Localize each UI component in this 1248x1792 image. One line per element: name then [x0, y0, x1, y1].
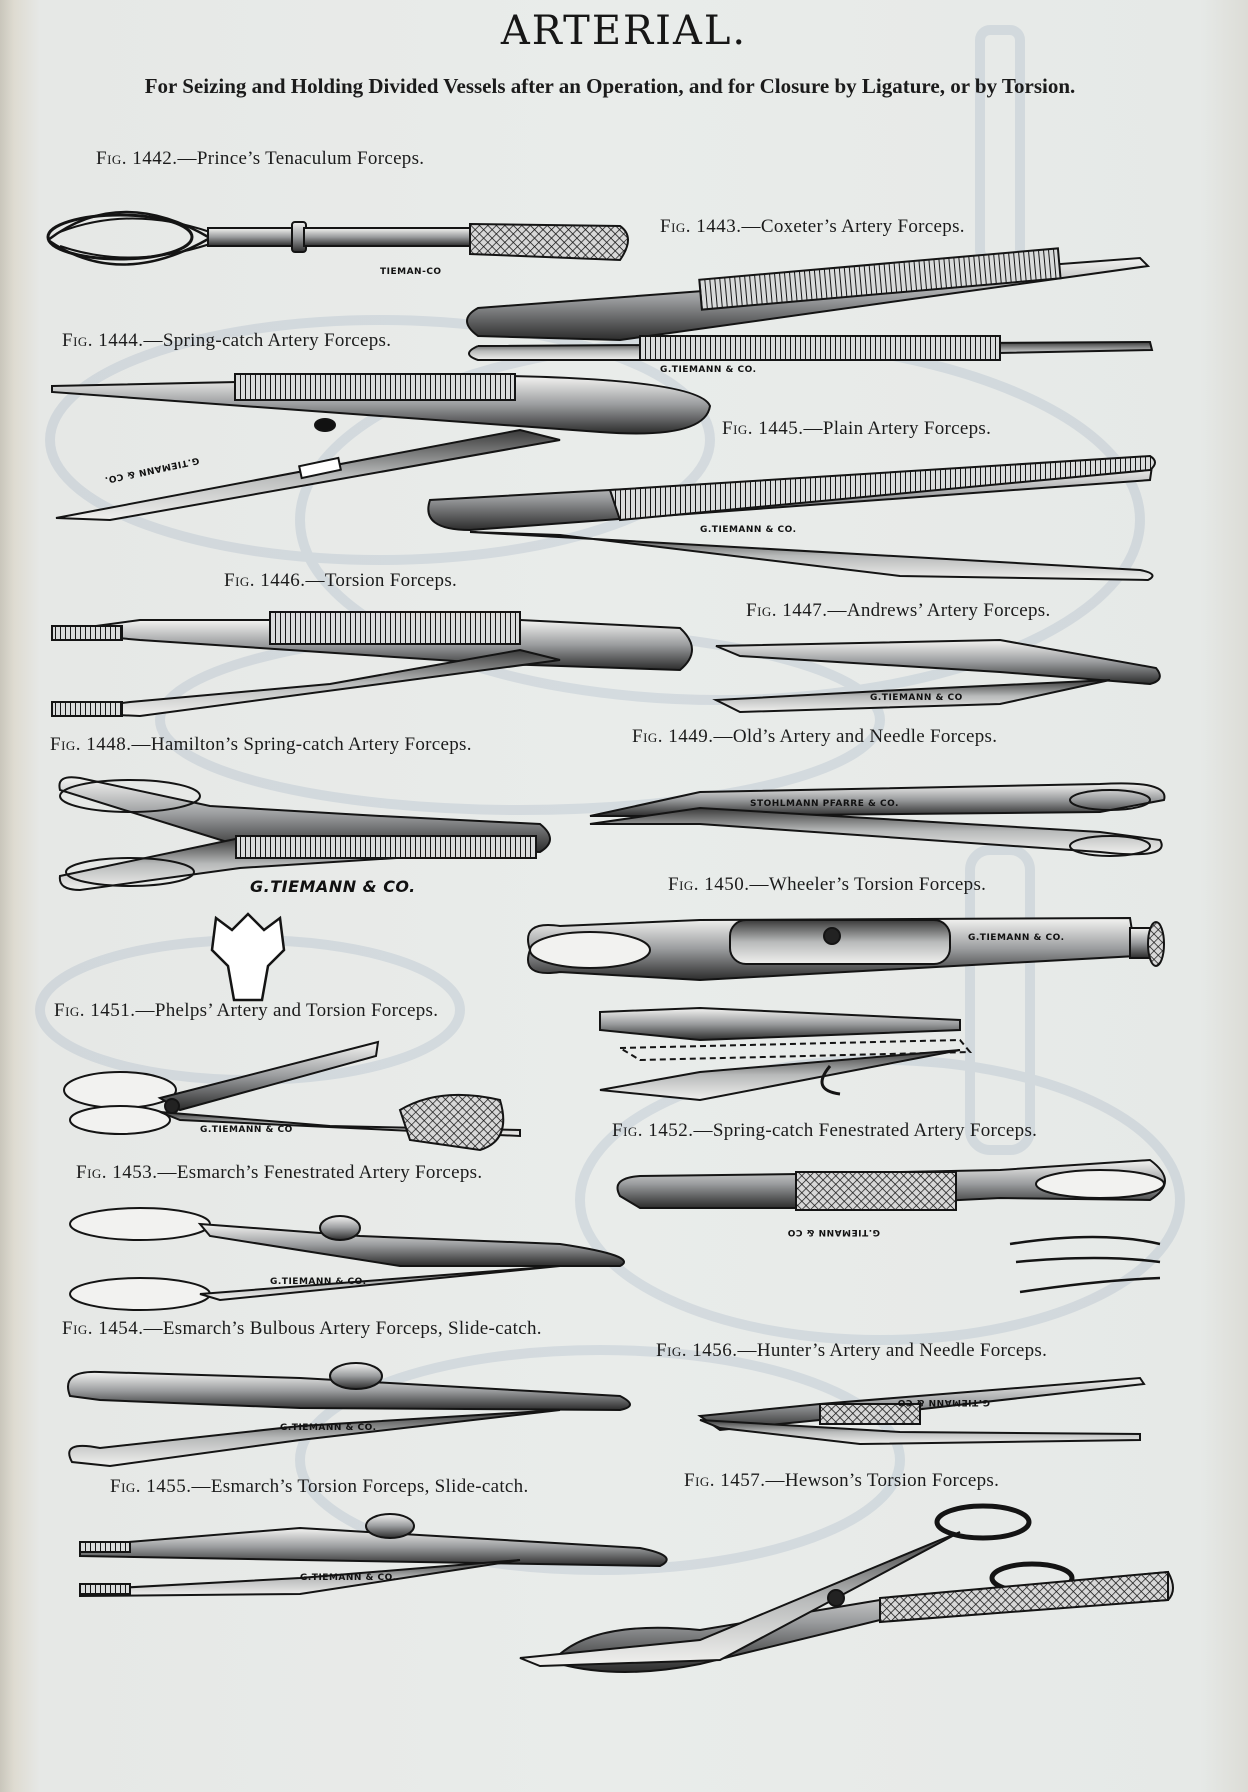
fig-number: Fig. 1446. [224, 570, 306, 591]
fig-name: —Andrews’ Artery Forceps. [827, 600, 1051, 621]
fig-name: —Hamilton’s Spring-catch Artery Forceps. [131, 734, 472, 755]
fig-1443-instrument [467, 248, 1152, 375]
page-subtitle: For Seizing and Holding Divided Vessels after an Operation, and for Closure by Ligature, or by Torsion. [144, 74, 1076, 98]
svg-text:TIEMAN-CO: TIEMAN-CO [380, 267, 442, 277]
fig-name: —Torsion Forceps. [305, 570, 458, 591]
fig-name: —Esmarch’s Bulbous Artery Forceps, Slide-catch. [143, 1318, 542, 1339]
fig-name: —Plain Artery Forceps. [803, 418, 992, 439]
svg-text:G.TIEMANN & CO: G.TIEMANN & CO [897, 1397, 990, 1407]
fig-1449-instrument [590, 783, 1164, 856]
fig-number: Fig. 1453. [76, 1162, 158, 1183]
fig-1450-detail-instrument [600, 1008, 970, 1100]
svg-text:G.TIEMANN & CO.: G.TIEMANN & CO. [700, 525, 797, 535]
fig-number: Fig. 1452. [612, 1120, 694, 1141]
fig-name: —Esmarch’s Torsion Forceps, Slide-catch. [191, 1476, 529, 1497]
svg-text:G.TIEMANN & CO: G.TIEMANN & CO [787, 1227, 880, 1237]
fig-1455-instrument [80, 1514, 667, 1596]
fig-name: —Prince’s Tenaculum Forceps. [177, 148, 425, 169]
fig-1448-instrument [59, 777, 550, 1000]
svg-text:G.TIEMANN & CO: G.TIEMANN & CO [870, 693, 963, 703]
fig-name: —Hunter’s Artery and Needle Forceps. [737, 1340, 1048, 1361]
svg-text:G.TIEMANN & CO.: G.TIEMANN & CO. [968, 933, 1065, 943]
fig-1446-instrument [52, 612, 692, 716]
svg-text:G.TIEMANN & CO: G.TIEMANN & CO [200, 1125, 293, 1135]
fig-1447-instrument [716, 640, 1160, 712]
svg-text:STOHLMANN PFARRE & CO.: STOHLMANN PFARRE & CO. [750, 799, 899, 809]
svg-text:G.TIEMANN & CO.: G.TIEMANN & CO. [660, 365, 757, 375]
fig-1445-instrument [428, 456, 1155, 580]
fig-number: Fig. 1450. [668, 874, 750, 895]
fig-name: —Coxeter’s Artery Forceps. [741, 216, 965, 237]
svg-text:G.TIEMANN & CO.: G.TIEMANN & CO. [103, 454, 200, 485]
fig-number: Fig. 1456. [656, 1340, 738, 1361]
svg-text:G.TIEMANN & CO.: G.TIEMANN & CO. [300, 1573, 397, 1583]
svg-text:G.TIEMANN & CO.: G.TIEMANN & CO. [250, 877, 416, 896]
svg-text:G.TIEMANN & CO.: G.TIEMANN & CO. [270, 1277, 367, 1287]
fig-number: Fig. 1445. [722, 418, 804, 439]
fig-number: Fig. 1449. [632, 726, 714, 747]
fig-number: Fig. 1444. [62, 330, 144, 351]
fig-name: —Spring-catch Artery Forceps. [143, 330, 392, 351]
fig-number: Fig. 1451. [54, 1000, 136, 1021]
fig-name: —Wheeler’s Torsion Forceps. [749, 874, 987, 895]
fig-1450-instrument [528, 918, 1164, 980]
fig-name: —Spring-catch Fenestrated Artery Forceps. [693, 1120, 1038, 1141]
fig-number: Fig. 1457. [684, 1470, 766, 1491]
fig-number: Fig. 1442. [96, 148, 178, 169]
fig-1442-instrument [48, 212, 628, 277]
fig-number: Fig. 1454. [62, 1318, 144, 1339]
svg-text:G.TIEMANN & CO.: G.TIEMANN & CO. [280, 1423, 377, 1433]
fig-1456-instrument [700, 1378, 1144, 1444]
fig-1453-instrument [70, 1208, 624, 1310]
fig-name: —Hewson’s Torsion Forceps. [765, 1470, 1000, 1491]
fig-number: Fig. 1443. [660, 216, 742, 237]
fig-name: —Old’s Artery and Needle Forceps. [713, 726, 998, 747]
fig-name: —Esmarch’s Fenestrated Artery Forceps. [157, 1162, 483, 1183]
fig-number: Fig. 1455. [110, 1476, 192, 1497]
fig-name: —Phelps’ Artery and Torsion Forceps. [135, 1000, 439, 1021]
fig-number: Fig. 1447. [746, 600, 828, 621]
fig-1451-instrument [64, 1042, 520, 1150]
fig-1452-instrument [618, 1160, 1166, 1292]
page-title: ARTERIAL. [500, 8, 748, 54]
fig-1454-instrument [68, 1363, 630, 1466]
fig-number: Fig. 1448. [50, 734, 132, 755]
fig-1457-instrument [520, 1506, 1173, 1672]
